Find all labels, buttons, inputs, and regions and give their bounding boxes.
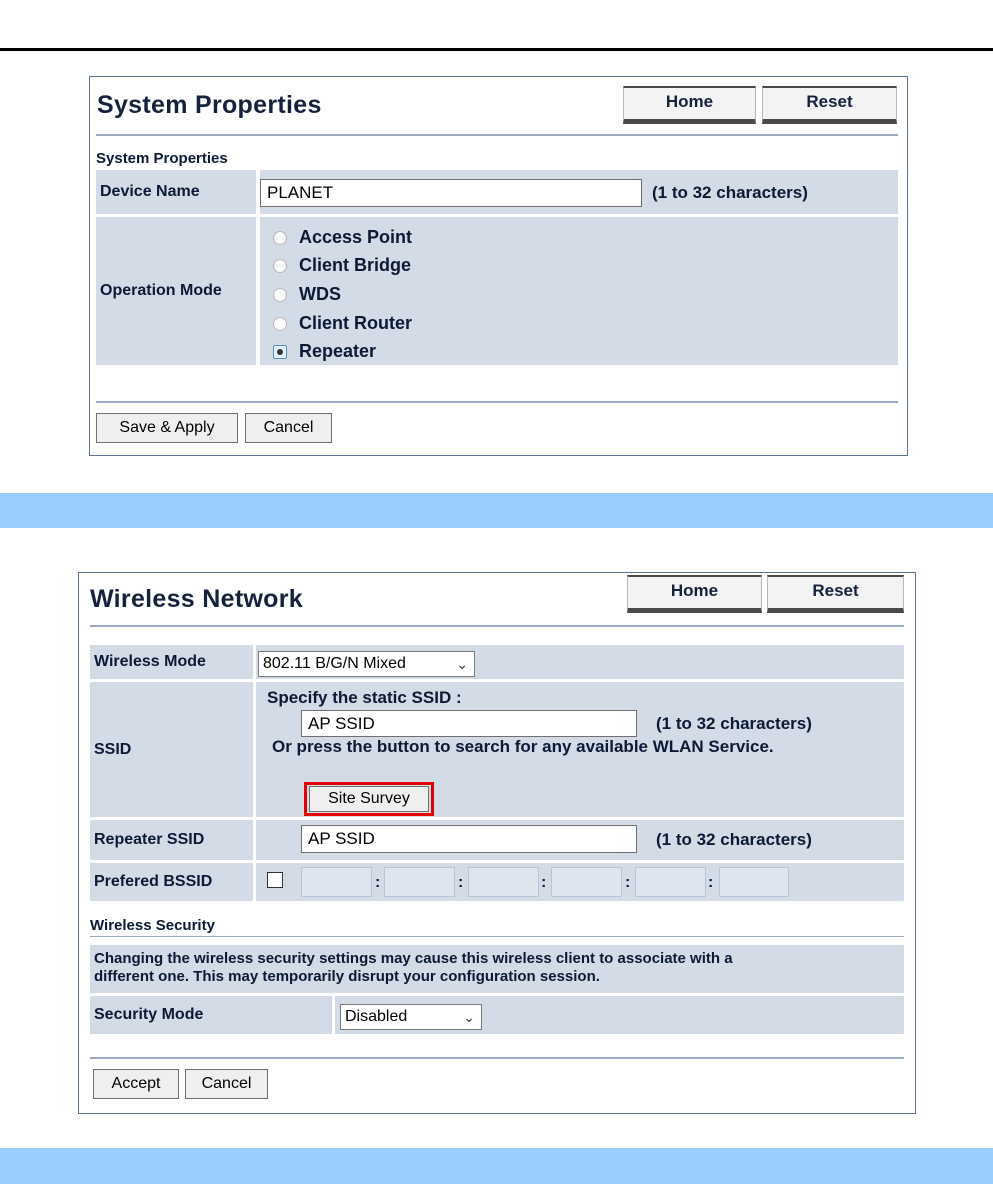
ssid-label: SSID [94,740,132,758]
security-mode-value: Disabled [345,1008,408,1025]
bssid-octet-2[interactable] [384,867,455,897]
device-name-label: Device Name [100,183,200,200]
home-button[interactable]: Home [623,86,756,124]
operation-mode-label: Operation Mode [100,282,222,299]
mode-label: Repeater [299,341,377,361]
wireless-mode-label: Wireless Mode [94,653,206,670]
cancel-button[interactable]: Cancel [185,1069,268,1099]
ssid-hint: (1 to 32 characters) [656,714,812,733]
chevron-down-icon: ⌄ [456,656,468,672]
bssid-octet-6[interactable] [719,867,789,897]
footer-divider [90,1057,904,1059]
wireless-security-heading: Wireless Security [90,917,215,934]
repeater-ssid-label: Repeater SSID [94,831,205,848]
page-title: System Properties [97,91,322,119]
bssid-octet-5[interactable] [635,867,706,897]
reset-button[interactable]: Reset [767,575,904,613]
reset-button[interactable]: Reset [762,86,897,124]
save-apply-button[interactable]: Save & Apply [96,413,238,443]
radio-button[interactable] [273,317,287,331]
bssid-colon: : [458,874,464,891]
ssid-specify-text: Specify the static SSID : [267,688,462,707]
device-name-input[interactable]: PLANET [260,179,642,207]
prefered-bssid-checkbox[interactable] [267,872,283,888]
page-title: Wireless Network [90,585,303,613]
wireless-mode-value: 802.11 B/G/N Mixed [263,655,406,672]
mode-label: Client Bridge [299,255,412,275]
ssid-input[interactable]: AP SSID [301,710,637,737]
bssid-octet-3[interactable] [468,867,539,897]
mode-option-client-bridge[interactable] [273,255,411,276]
chevron-down-icon: ⌄ [463,1009,475,1025]
mode-label: WDS [299,284,341,304]
mode-label: Access Point [299,227,413,247]
bssid-colon: : [375,874,381,891]
footer-divider [96,401,898,403]
home-button[interactable]: Home [627,575,762,613]
site-survey-highlight [304,782,434,816]
mode-label: Client Router [299,313,413,333]
bssid-octet-1[interactable] [301,867,372,897]
bssid-colon: : [625,874,631,891]
security-mode-label: Security Mode [94,1006,204,1023]
radio-button[interactable] [273,259,287,273]
section-heading: System Properties [96,150,228,167]
mode-option-wds[interactable] [273,284,341,305]
top-divider [0,48,993,51]
title-divider [96,134,898,136]
site-survey-button[interactable]: Site Survey [309,786,429,812]
wireless-mode-select[interactable] [258,651,475,677]
radio-button[interactable] [273,231,287,245]
separator-band [0,493,993,528]
bssid-colon: : [541,874,547,891]
bssid-colon: : [708,874,714,891]
system-properties-panel [89,76,908,456]
bssid-octet-4[interactable] [551,867,622,897]
mode-option-client-router[interactable] [273,313,412,334]
radio-button[interactable] [273,288,287,302]
security-note-line1: Changing the wireless security settings may cause this wireless client to associate with a [94,950,733,967]
prefered-bssid-label: Prefered BSSID [94,873,213,890]
ssid-search-text: Or press the button to search for any available WLAN Service. [272,737,774,756]
title-divider [90,625,904,627]
security-divider [90,936,904,937]
security-mode-select[interactable] [340,1004,482,1030]
accept-button[interactable]: Accept [93,1069,179,1099]
device-name-hint: (1 to 32 characters) [652,183,808,202]
wireless-network-panel [78,572,916,1114]
mode-option-access-point[interactable] [273,227,412,248]
separator-band [0,1148,993,1184]
mode-option-repeater[interactable] [273,341,376,362]
security-note-line2: different one. This may temporarily disrupt your configuration session. [94,968,600,985]
cancel-button[interactable]: Cancel [245,413,332,443]
repeater-ssid-input[interactable]: AP SSID [301,825,637,853]
repeater-ssid-hint: (1 to 32 characters) [656,830,812,849]
radio-button-selected[interactable] [273,345,287,359]
